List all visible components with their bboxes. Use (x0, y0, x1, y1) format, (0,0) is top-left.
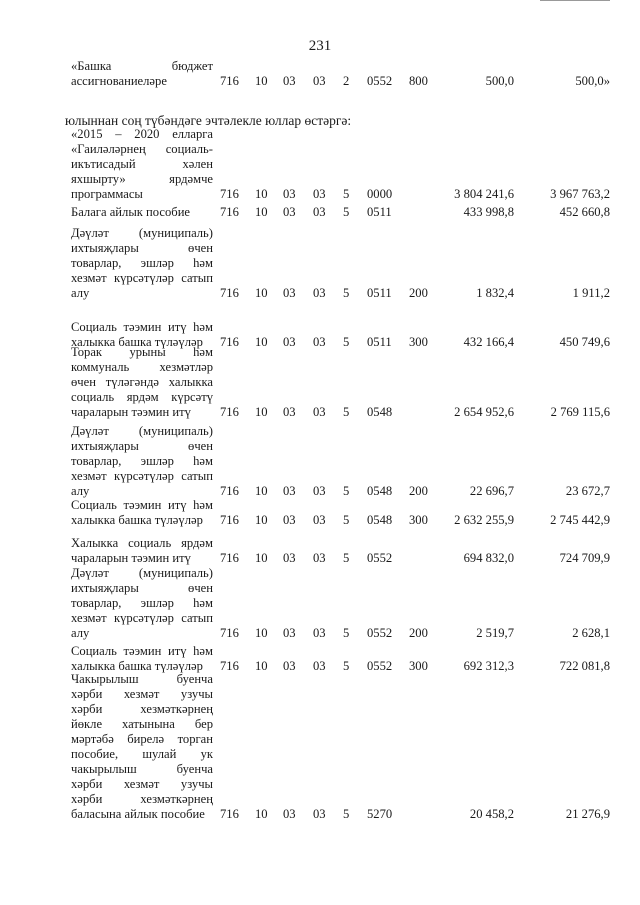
row-label-line: хәрби хезмәткәрнең (71, 792, 213, 806)
subprogram-code: 5 (343, 187, 350, 201)
subsection-code: 03 (283, 659, 296, 673)
row-label-line: хезмәт күрсәтүләр сатып (71, 611, 213, 625)
target-code: 0548 (367, 484, 393, 498)
target-code: 0548 (367, 405, 393, 419)
row-label-line: чакырылыш буенча (71, 762, 213, 776)
target-code: 0552 (367, 626, 393, 640)
row-label-line: алу (71, 286, 90, 300)
row-label (71, 566, 213, 641)
row-label-line: пособие, шулай ук (71, 747, 213, 761)
program-code: 03 (313, 484, 326, 498)
subprogram-code: 5 (343, 659, 350, 673)
ministry-code: 716 (220, 286, 239, 300)
row-label-line: коммуналь хезмәтләр (71, 360, 213, 374)
amount-2017: 2 745 442,9 (550, 513, 610, 527)
section-code: 10 (255, 659, 268, 673)
row-label-line: Социаль тәэмин итү һәм (71, 320, 213, 334)
ministry-code: 716 (220, 626, 239, 640)
amount-2016: 500,0 (485, 74, 514, 88)
amount-2016: 692 312,3 (463, 659, 514, 673)
subsection-code: 03 (283, 335, 296, 349)
section-code: 10 (255, 335, 268, 349)
row-label-line: йөкле хатынына бер (71, 717, 213, 731)
row-label (71, 498, 213, 528)
row-label-line: хәрби хезмәт узучы (71, 687, 213, 701)
row-label-line: чараларын тәэмин итү (71, 405, 191, 419)
table-row (0, 424, 640, 499)
section-code: 10 (255, 205, 268, 219)
row-label-line: алу (71, 484, 90, 498)
row-label-line: Социаль тәэмин итү һәм (71, 644, 213, 658)
program-code: 03 (313, 335, 326, 349)
row-label (71, 127, 213, 202)
table-row (0, 672, 640, 822)
table-row (0, 127, 640, 202)
subprogram-code: 5 (343, 807, 350, 821)
program-code: 03 (313, 405, 326, 419)
target-code: 5270 (367, 807, 393, 821)
row-label-line: товарлар, эшләр һәм (71, 454, 213, 468)
row-label (71, 536, 213, 566)
row-label-line: «Башка бюджет (71, 59, 213, 73)
amount-2016: 433 998,8 (463, 205, 514, 219)
row-label-line: Халыкка социаль ярдәм (71, 536, 213, 550)
row-label-line: яхшырту» ярдәмче (71, 172, 213, 186)
amount-2016: 694 832,0 (463, 551, 514, 565)
row-label-line: ассигнованиеләре (71, 74, 167, 88)
expense-type-code: 800 (409, 74, 428, 88)
section-code: 10 (255, 405, 268, 419)
row-label-line: өчен түләгәндә халыкка (71, 375, 213, 389)
target-code: 0511 (367, 286, 392, 300)
expense-type-code: 300 (409, 335, 428, 349)
expense-type-code: 200 (409, 286, 428, 300)
ministry-code: 716 (220, 513, 239, 527)
subsection-code: 03 (283, 74, 296, 88)
amount-2017: 23 672,7 (565, 484, 610, 498)
program-code: 03 (313, 626, 326, 640)
row-label-line: ихтыяҗлары өчен (71, 581, 213, 595)
row-label-line: Торак урыны һәм (71, 345, 213, 359)
row-label-line: товарлар, эшләр һәм (71, 256, 213, 270)
row-label (71, 424, 213, 499)
row-label-line: Балага айлык пособие (71, 205, 191, 219)
row-label-line: программасы (71, 187, 143, 201)
row-label (71, 644, 213, 674)
table-row (0, 226, 640, 301)
subsection-code: 03 (283, 187, 296, 201)
subprogram-code: 5 (343, 513, 350, 527)
table-row (0, 59, 640, 89)
amount-2016: 22 696,7 (469, 484, 514, 498)
row-label-line: халыкка башка түләүләр (71, 335, 203, 349)
section-code: 10 (255, 484, 268, 498)
amount-2016: 432 166,4 (463, 335, 514, 349)
row-label-line: Социаль тәэмин итү һәм (71, 498, 213, 512)
section-code: 10 (255, 74, 268, 88)
subsection-code: 03 (283, 807, 296, 821)
target-code: 0511 (367, 335, 392, 349)
row-label-line: Дәүләт (муниципаль) (71, 226, 213, 240)
table-row (0, 566, 640, 641)
amount-2016: 3 804 241,6 (454, 187, 514, 201)
row-label-line: алу (71, 626, 90, 640)
row-label-line: хезмәт күрсәтүләр сатып (71, 469, 213, 483)
subsection-code: 03 (283, 484, 296, 498)
expense-type-code: 200 (409, 626, 428, 640)
top-rule (540, 0, 610, 1)
subsection-code: 03 (283, 513, 296, 527)
subprogram-code: 5 (343, 626, 350, 640)
amount-2017: 21 276,9 (565, 807, 610, 821)
program-code: 03 (313, 187, 326, 201)
intro-text: юлыннан соң түбәндәге эчтәлекле юллар өстәргә: (65, 113, 352, 128)
row-label (71, 345, 213, 420)
subprogram-code: 5 (343, 286, 350, 300)
amount-2017: 500,0» (575, 74, 610, 88)
expense-type-code: 300 (409, 513, 428, 527)
section-code: 10 (255, 187, 268, 201)
row-label-line: халыкка башка түләүләр (71, 513, 203, 527)
subsection-code: 03 (283, 405, 296, 419)
table-row (0, 205, 640, 220)
ministry-code: 716 (220, 405, 239, 419)
ministry-code: 716 (220, 484, 239, 498)
section-code: 10 (255, 513, 268, 527)
page-number: 231 (308, 38, 332, 54)
program-code: 03 (313, 286, 326, 300)
ministry-code: 716 (220, 807, 239, 821)
program-code: 03 (313, 513, 326, 527)
row-label-line: Дәүләт (муниципаль) (71, 424, 213, 438)
amount-2016: 1 832,4 (476, 286, 514, 300)
subprogram-code: 5 (343, 484, 350, 498)
row-label (71, 205, 213, 220)
amount-2017: 724 709,9 (559, 551, 610, 565)
row-label-line: «2015 – 2020 елларга (71, 127, 213, 141)
section-code: 10 (255, 807, 268, 821)
amount-2016: 2 654 952,6 (454, 405, 514, 419)
row-label (71, 226, 213, 301)
section-code: 10 (255, 626, 268, 640)
amount-2017: 450 749,6 (559, 335, 610, 349)
expense-type-code: 300 (409, 659, 428, 673)
amount-2017: 3 967 763,2 (550, 187, 610, 201)
ministry-code: 716 (220, 659, 239, 673)
row-label (71, 672, 213, 822)
row-label-line: социаль ярдәм күрсәтү (71, 390, 213, 404)
program-code: 03 (313, 807, 326, 821)
target-code: 0548 (367, 513, 393, 527)
ministry-code: 716 (220, 74, 239, 88)
row-label-line: халыкка башка түләүләр (71, 659, 203, 673)
section-code: 10 (255, 551, 268, 565)
row-label-line: хәрби хезмәт узучы (71, 777, 213, 791)
row-label-line: ихтыяҗлары өчен (71, 241, 213, 255)
target-code: 0000 (367, 187, 393, 201)
amount-2016: 2 632 255,9 (454, 513, 514, 527)
target-code: 0511 (367, 205, 392, 219)
row-label-line: баласына айлык пособие (71, 807, 205, 821)
subprogram-code: 5 (343, 205, 350, 219)
amount-2017: 1 911,2 (572, 286, 610, 300)
subprogram-code: 5 (343, 551, 350, 565)
ministry-code: 716 (220, 205, 239, 219)
subprogram-code: 5 (343, 405, 350, 419)
table-row (0, 345, 640, 420)
table-row (0, 498, 640, 528)
subprogram-code: 5 (343, 335, 350, 349)
row-label-line: хезмәт күрсәтүләр сатып (71, 271, 213, 285)
row-label-line: мәртәбә бирелә торган (71, 732, 213, 746)
amount-2017: 722 081,8 (559, 659, 610, 673)
subsection-code: 03 (283, 205, 296, 219)
section-code: 10 (255, 286, 268, 300)
row-label (71, 59, 213, 89)
target-code: 0552 (367, 74, 393, 88)
row-label-line: чараларын тәэмин итү (71, 551, 191, 565)
amount-2017: 452 660,8 (559, 205, 610, 219)
row-label-line: Чакырылыш буенча (71, 672, 213, 686)
subprogram-code: 2 (343, 74, 350, 88)
row-label-line: икътисадый хәлен (71, 157, 213, 171)
row-label-line: «Гаиләләрнең социаль- (71, 142, 213, 156)
subsection-code: 03 (283, 626, 296, 640)
subsection-code: 03 (283, 551, 296, 565)
row-label-line: Дәүләт (муниципаль) (71, 566, 213, 580)
amount-2017: 2 628,1 (572, 626, 610, 640)
program-code: 03 (313, 74, 326, 88)
amount-2017: 2 769 115,6 (550, 405, 610, 419)
expense-type-code: 200 (409, 484, 428, 498)
subsection-code: 03 (283, 286, 296, 300)
table-row (0, 644, 640, 674)
row-label-line: хәрби хезмәткәрнең (71, 702, 213, 716)
target-code: 0552 (367, 551, 393, 565)
row-label-line: товарлар, эшләр һәм (71, 596, 213, 610)
program-code: 03 (313, 659, 326, 673)
target-code: 0552 (367, 659, 393, 673)
amount-2016: 20 458,2 (469, 807, 514, 821)
program-code: 03 (313, 205, 326, 219)
program-code: 03 (313, 551, 326, 565)
ministry-code: 716 (220, 187, 239, 201)
amount-2016: 2 519,7 (476, 626, 514, 640)
table-row (0, 536, 640, 566)
row-label-line: ихтыяҗлары өчен (71, 439, 213, 453)
ministry-code: 716 (220, 551, 239, 565)
ministry-code: 716 (220, 335, 239, 349)
